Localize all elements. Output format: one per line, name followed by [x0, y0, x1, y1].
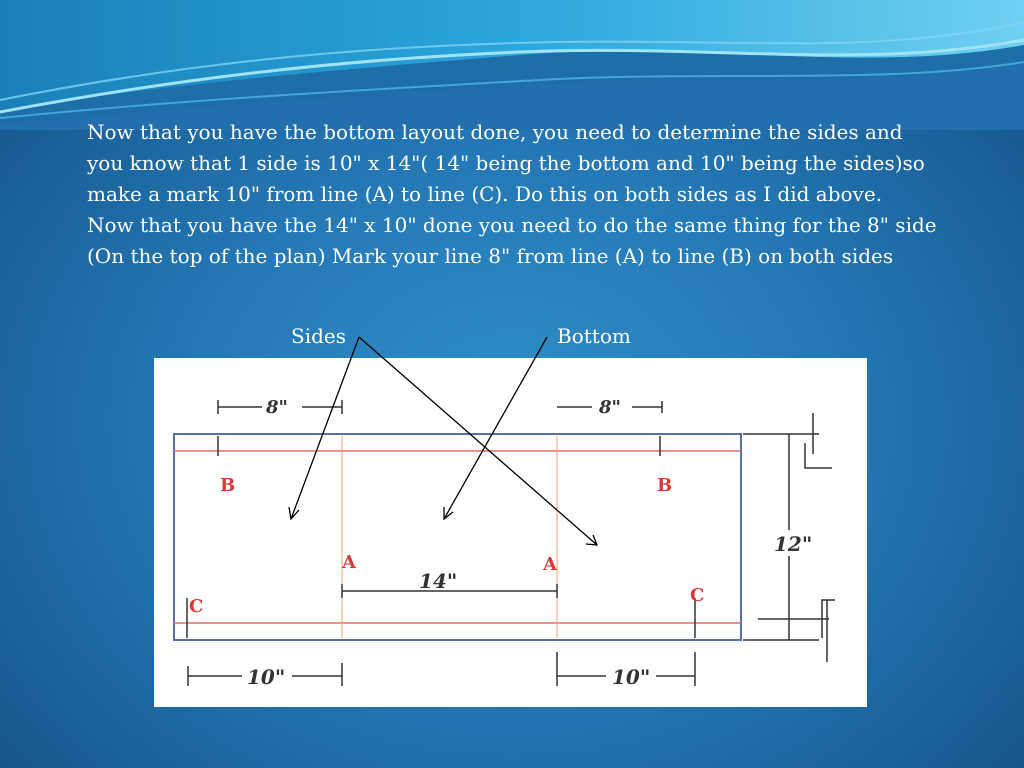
- label-c-right: C: [690, 585, 705, 606]
- wave-header-decoration: [0, 0, 1024, 130]
- dim-middle: 14": [419, 569, 458, 593]
- plan-outline: [174, 434, 741, 640]
- dim-bottom-right: 10": [612, 665, 651, 689]
- dim-top-left: 8": [266, 397, 288, 418]
- label-a-left: A: [342, 552, 356, 573]
- label-a-right: A: [543, 554, 557, 575]
- slide-body-text: [87, 117, 937, 272]
- paragraph-2: Now that you have the 14" x 10" done you need to do the same thing for the 8" side (On the top of the plan) Mark your line 8" from line (A) to line (B) on both sides: [87, 213, 937, 268]
- box-layout-plan: [154, 358, 867, 707]
- dim-bottom-left: 10": [247, 665, 286, 689]
- label-bottom: Bottom: [557, 324, 631, 348]
- paragraph-1: Now that you have the bottom layout done, you need to determine the sides and you know that 1 side is 10" x 14"( 14" being the bottom and 10" being the sides)so make a mark 10" from line (A) to line (C). Do this on both sides as I did above.: [87, 120, 925, 206]
- label-sides: Sides: [291, 324, 346, 348]
- label-b-left: B: [220, 475, 236, 496]
- dim-height: 12": [774, 532, 813, 556]
- plan-drawing: [154, 358, 867, 707]
- dim-top-right: 8": [599, 397, 621, 418]
- label-b-right: B: [657, 475, 673, 496]
- label-c-left: C: [189, 596, 204, 617]
